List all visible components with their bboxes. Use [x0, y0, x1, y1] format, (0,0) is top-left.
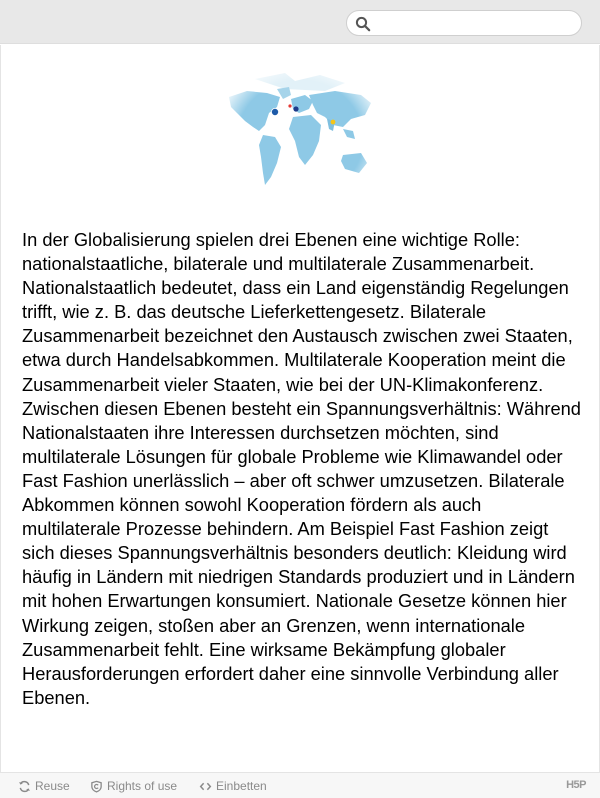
- main-text: In der Globalisierung spielen drei Ebenen eine wichtige Rolle: nationalstaatliche, bilaterale und multilaterale Zusammenarbeit. Nationalstaatlich bedeutet, dass ein Land eigenständig Regelungen trifft, wie z. B. das deutsche Lieferkettengesetz. Bilaterale Zusammenarbeit bezeichnet den Austausch zwischen zwei Staaten, etwa durch Handelsabkommen. Multilaterale Kooperation meint die Zusammenarbeit vieler Staaten, wie bei der UN-Klimakonferenz. Zwischen diesen Ebenen besteht ein Spannungsverhältnis: Während Nationalstaaten ihre Interessen durchsetzen möchten, sind multilaterale Lösungen für globale Probleme wie Klimawandel oder Fast Fashion unerlässlich – aber oft schwer umzusetzen. Bilaterale Abkommen können sowohl Kooperation fördern als auch multilaterale Prozesse behindern. Am Beispiel Fast Fashion zeigt sich dieses Spannungsverhältnis besonders deutlich: Kleidung wird häufig in Ländern mit niedrigen Standards produziert und in Ländern mit hohen Erwartungen konsumiert. Nationale Gesetze können hier Wirkung zeigen, stoßen aber an Grenzen, wenn internationale Zusammenarbeit fehlt. Eine wirksame Bekämpfung globaler Herausforderungen erfordert daher eine sinnvolle Verbindung aller Ebenen.: [22, 229, 581, 708]
- world-map-image: [225, 69, 375, 209]
- embed-button[interactable]: [199, 779, 267, 793]
- rights-of-use-label: Rights of use: [107, 779, 178, 793]
- search-input[interactable]: [375, 14, 571, 32]
- search-icon: [355, 16, 371, 32]
- reuse-label: Reuse: [35, 779, 70, 793]
- reuse-icon: [18, 780, 31, 793]
- embed-code-icon: [199, 780, 212, 793]
- footer-bar: [0, 772, 600, 798]
- top-bar: [0, 0, 600, 44]
- h5p-logo: H5P: [566, 779, 586, 791]
- reuse-button[interactable]: [18, 779, 70, 793]
- world-map-icon: [225, 69, 375, 209]
- search-box[interactable]: [346, 10, 582, 36]
- copyright-icon: [90, 780, 103, 793]
- content-area: [0, 45, 600, 772]
- rights-of-use-button[interactable]: [90, 779, 177, 793]
- embed-label: Einbetten: [216, 779, 267, 793]
